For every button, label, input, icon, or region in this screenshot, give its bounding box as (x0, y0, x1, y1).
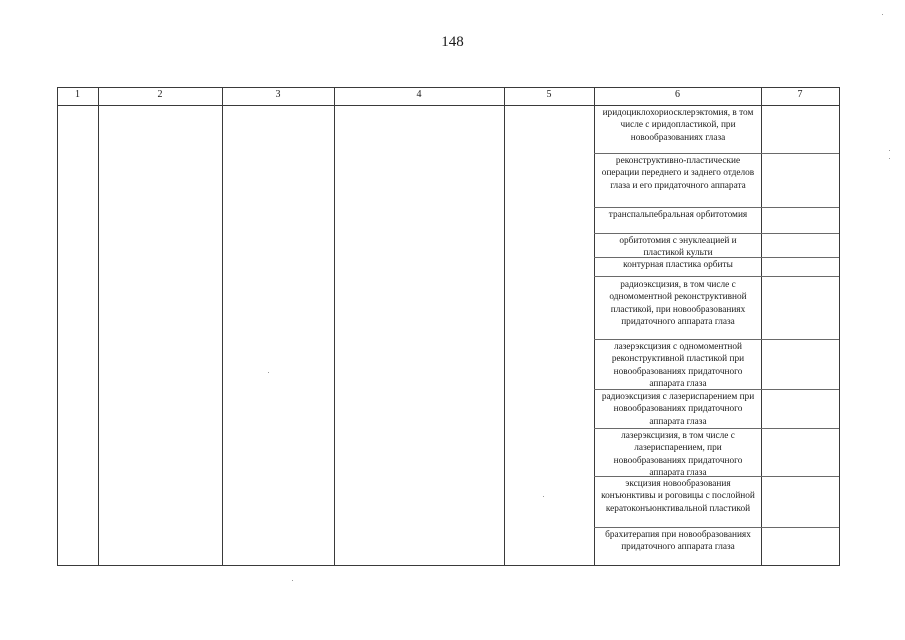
table-cell-procedure: лазерэксцизия, в том числе с лазериспарением, при новообразованиях придаточного аппарата глаза (613, 431, 743, 479)
table-cell-procedure: реконструктивно-пластические операции переднего и заднего отделов глаза и его придаточного аппарата (601, 156, 755, 191)
header-col-5: 5 (546, 89, 552, 100)
col-border-5-6 (594, 87, 595, 566)
col-border-right (839, 87, 840, 566)
scan-speck (889, 158, 890, 159)
row-separator (594, 339, 839, 340)
page-number: 148 (441, 34, 464, 50)
col-border-1-2 (98, 87, 99, 566)
header-col-3: 3 (275, 89, 281, 100)
header-col-2: 2 (157, 89, 163, 100)
header-col-4: 4 (416, 89, 422, 100)
header-col-6: 6 (675, 89, 680, 100)
col-border-6-7 (761, 87, 762, 566)
table-bottom-border (57, 565, 839, 566)
row-separator (594, 207, 839, 208)
col-border-4-5 (504, 87, 505, 566)
table-cell-procedure: радиоэксцизия с лазериспарением при новообразованиях придаточного аппарата глаза (601, 392, 755, 427)
scan-speck (882, 14, 883, 15)
row-separator (594, 233, 839, 234)
table-cell-procedure: контурная пластика орбиты (623, 260, 733, 270)
table-cell-procedure: иридоциклохориосклерэктомия, в том числе с иридопластикой, при новообразованиях глаза (602, 108, 754, 143)
header-col-7: 7 (797, 89, 803, 100)
table-cell-procedure: транспальпебральная орбитотомия (608, 210, 748, 220)
table-cell-procedure: лазерэксцизия с одномоментной реконструктивной пластикой при новообразованиях придаточного аппарата глаза (611, 342, 745, 390)
scan-speck (268, 372, 269, 373)
col-border-2-3 (222, 87, 223, 566)
header-col-1: 1 (75, 89, 80, 100)
scan-speck (292, 580, 293, 581)
col-border-3-4 (334, 87, 335, 566)
header-bottom-border (57, 105, 839, 106)
table-cell-procedure: радиоэксцизия, в том числе с одномоментной реконструктивной пластикой, при новообразованиях придаточного аппарата глаза (609, 280, 747, 328)
row-separator (594, 527, 839, 528)
row-separator (594, 276, 839, 277)
scan-speck (889, 150, 890, 151)
scan-speck (543, 496, 544, 497)
col-border-left (57, 87, 58, 566)
table-cell-procedure: эксцизия новообразования конъюнктивы и роговицы с послойной кератоконъюнктивальной пластикой (601, 479, 755, 514)
table-cell-procedure: орбитотомия с энуклеацией и пластикой культи (619, 236, 737, 259)
row-separator (594, 153, 839, 154)
table-cell-procedure: брахитерапия при новообразованиях придаточного аппарата глаза (605, 530, 751, 553)
